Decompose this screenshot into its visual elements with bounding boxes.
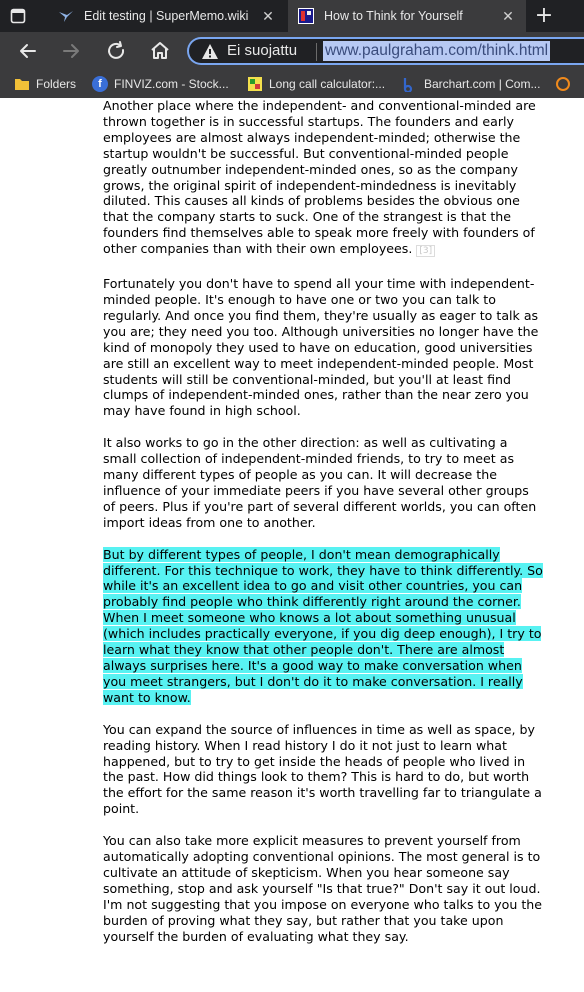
supermemo-icon [58, 8, 74, 24]
bookmark-overflow[interactable] [556, 70, 576, 98]
bookmark-label: Barchart.com | Com... [424, 77, 541, 91]
home-icon[interactable] [148, 39, 172, 63]
finviz-icon: f [92, 76, 108, 92]
paragraph-history: You can expand the source of influences in time as well as space, by reading history. When I read history I do it not just to learn what happened, but to try to get inside the heads of people who lived in the past. How did things look to them? This is hard to do, but worth the effort for the same reason it's worth travelling far to triangulate a point. [103, 721, 542, 817]
article-body [103, 98, 543, 992]
bookmark-label: Long call calculator:... [269, 77, 386, 91]
close-tab-icon[interactable]: ✕ [262, 8, 274, 24]
bookmark-barchart[interactable] [402, 70, 540, 98]
paragraph-fortunately: Fortunately you don't have to spend all your time with independent-minded people. It's enough to have one or two you can talk to regularly. And once you find them, they're usually as eager to talk as you are; they need you too. Although universities no longer have the kind of monopoly they used to have on education, good universities are still an excellent way to meet independent-minded people. Most students will still be conventional-minded, but you'll at least find clumps of independent-minded ones, rather than the near zero you may have found in high school. [103, 276, 539, 419]
paragraph-text: are thrown together is in successful startups. The founders and early employees are almost always independent-minded; otherwise the startup wouldn't be successful. But conventional-minded people greatly outnumber independent-minded ones, so as the company grows, the original spirit of independent-mindedness is inevitably diluted. This causes all kinds of problems besides the obvious one that the company starts to suck. One of the strangest is that the founders find themselves able to speak more freely with founders of other companies than with their own employees. [103, 98, 536, 257]
address-bar[interactable] [187, 37, 584, 65]
paragraph-other-direction: It also works to go in the other direction: as well as cultivating a small collection of independent-minded friends, to try to meet as many different types of people as you can. It will decrease the influence of your immediate peers if you have several other groups of peers. Plus if you're part of several different worlds, you can often import ideas from one to another. [103, 435, 537, 530]
paragraph-highlighted [103, 547, 543, 706]
window-menu-icon[interactable] [10, 8, 26, 24]
divider [316, 43, 317, 61]
paragraph-skepticism: You can also take more explicit measures to prevent yourself from automatically adopting conventional opinions. The most general is to cultivate an attitude of skepticism. When you hear someone say something, stop and ask yourself "Is that true?" Don't say it out loud. I'm not suggesting that you impose on everyone who talks to you the burden of proving what they say, but rather that you take upon yourself the burden of evaluating what they say. [103, 833, 542, 944]
paragraph-text: Another place where the independent- and conventional-minded [103, 98, 512, 113]
barchart-icon [402, 76, 418, 92]
highlighted-text: But by different types of people, I don't mean demographically different. For this technique to work, they have to think differently. So while it's an excellent idea to go and visit other countries, you can probably find people who think differently right around the corner. When I meet someone who knows a lot about something unusual (which includes practically everyone, if you dig deep enough), I try to learn what they know that other people don't. There are almost always surprises here. It's a good way to make conversation when you meet strangers, but I don't do it to make conversation. I really want to know. [103, 546, 543, 705]
folder-icon [14, 76, 30, 92]
navigation-bar [0, 32, 584, 70]
bookmark-icon [556, 77, 570, 91]
tab-title: How to Think for Yourself [324, 9, 463, 23]
bookmark-label: FINVIZ.com - Stock... [114, 77, 229, 91]
bookmark-finviz[interactable] [92, 70, 229, 98]
bookmark-long-call[interactable] [247, 70, 385, 98]
close-tab-icon[interactable]: ✕ [502, 8, 514, 24]
new-tab-icon[interactable]: + [534, 3, 554, 28]
reload-icon[interactable] [104, 39, 128, 63]
url-input[interactable]: www.paulgraham.com/think.html [325, 42, 549, 59]
forward-icon[interactable] [59, 39, 83, 63]
paulgraham-icon [298, 8, 314, 24]
calculator-icon [247, 76, 263, 92]
footnote-link[interactable]: [3] [416, 245, 435, 257]
security-status[interactable]: Ei suojattu [227, 42, 298, 59]
tab-supermemo[interactable] [48, 0, 286, 32]
tab-title: Edit testing | SuperMemo.wiki [84, 9, 249, 23]
paragraph-startups [103, 98, 543, 260]
bookmark-folders[interactable] [14, 70, 76, 98]
tab-strip [0, 0, 584, 32]
bookmark-label: Folders [36, 77, 77, 91]
tab-paulgraham[interactable] [288, 0, 526, 32]
warning-icon[interactable] [201, 43, 219, 61]
back-icon[interactable] [16, 39, 40, 63]
bookmarks-bar [0, 70, 584, 98]
